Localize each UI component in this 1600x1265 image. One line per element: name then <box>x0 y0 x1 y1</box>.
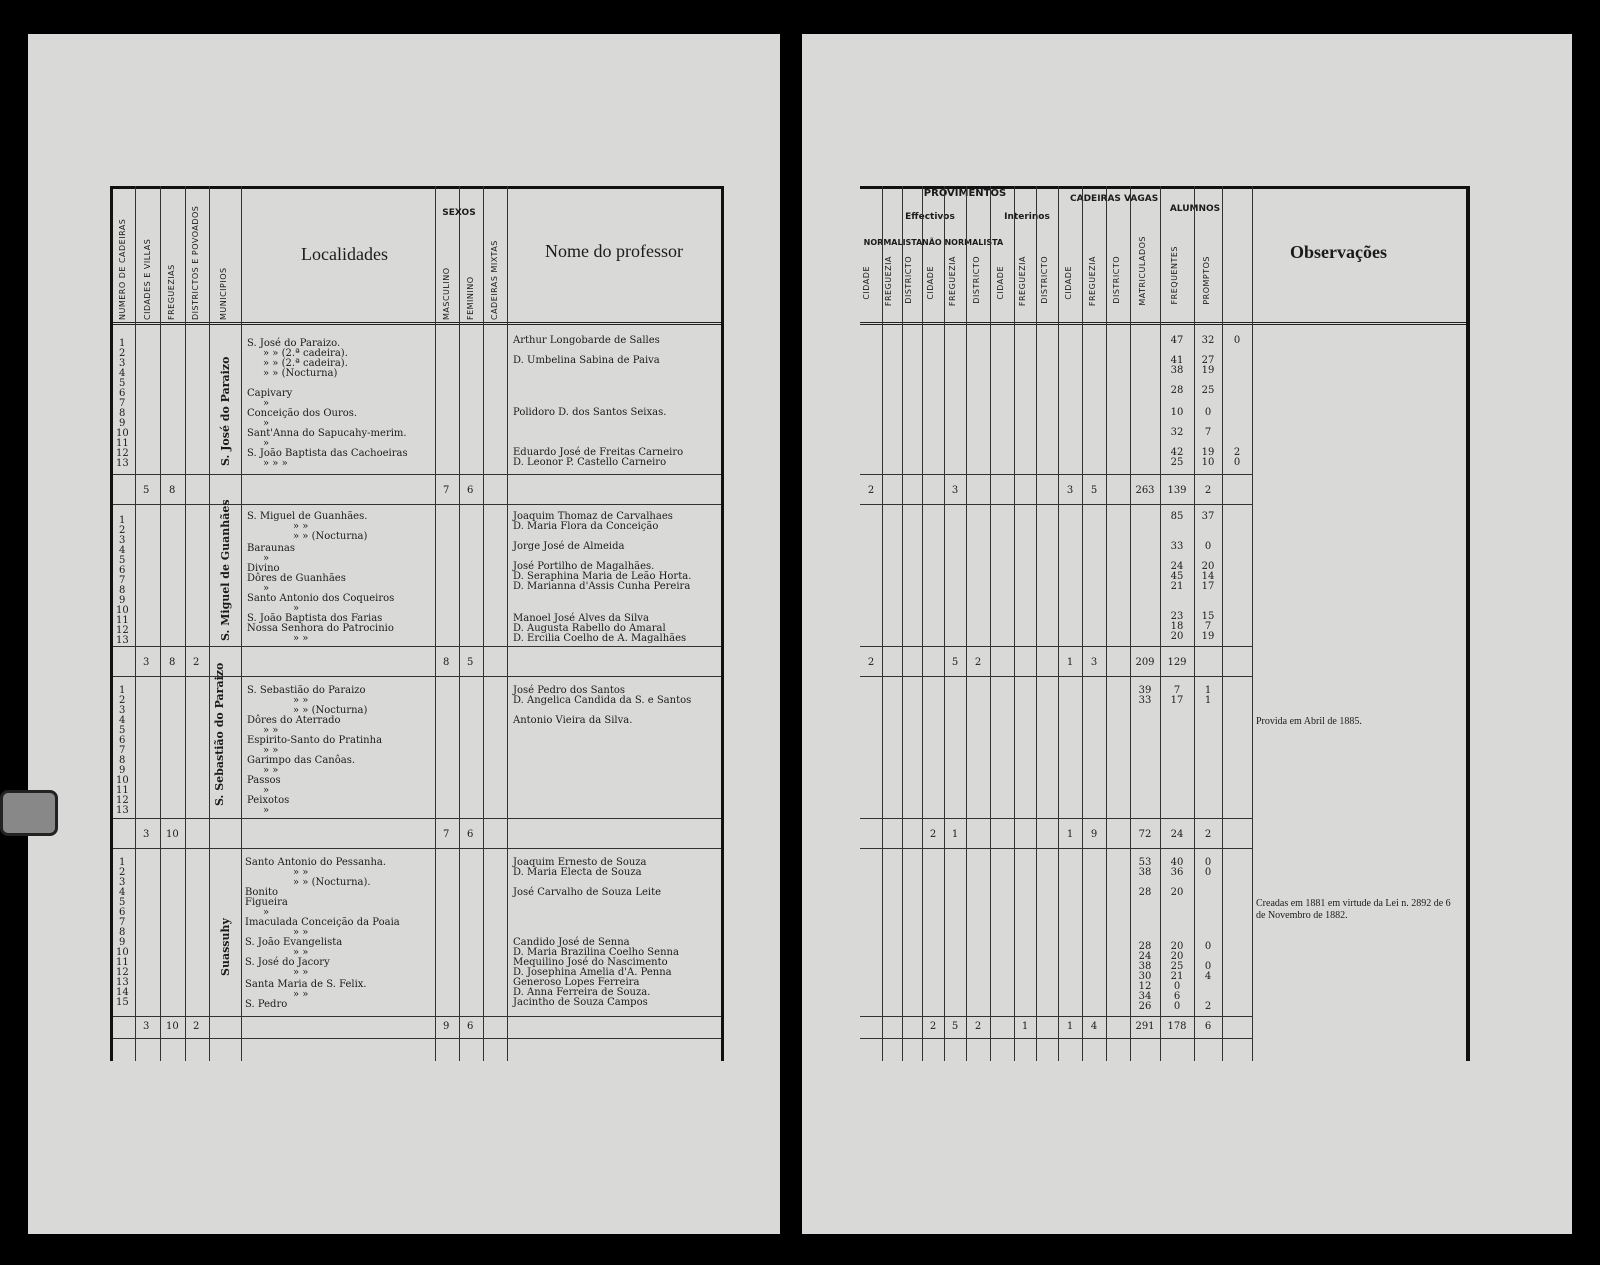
list-item: » » <box>293 633 309 644</box>
table-cell: 10 <box>166 1021 179 1032</box>
table-cell: CIDADE <box>996 266 1005 300</box>
municipio-label: Suassuhy <box>219 918 232 976</box>
table-cell: 27 <box>1201 355 1215 366</box>
table-cell: 1 <box>1066 657 1074 668</box>
table-cell: 7 <box>443 485 450 496</box>
header-masculino: MASCULINO <box>442 267 451 320</box>
municipio-label: S. Sebastião do Paraizo <box>213 662 226 806</box>
table-cell: 5 <box>143 485 150 496</box>
table-cell: 14 <box>1201 571 1215 582</box>
table-cell: 18 <box>1170 621 1184 632</box>
table-cell: 7 <box>119 917 126 928</box>
list-item: » » (2.ª cadeira). <box>263 348 348 359</box>
table-cell: 36 <box>1170 867 1184 878</box>
table-cell: 12 <box>116 795 129 806</box>
table-cell: 21 <box>1170 971 1184 982</box>
list-item: » » (Nocturna). <box>293 877 371 888</box>
list-item: » <box>263 438 270 449</box>
table-cell: 7 <box>119 398 126 409</box>
table-cell: 20 <box>1170 887 1184 898</box>
table-cell: 28 <box>1170 385 1184 396</box>
table-cell: 2 <box>867 485 875 496</box>
table-cell: 0 <box>1204 541 1212 552</box>
table-cell: 0 <box>1204 857 1212 868</box>
list-item: D. Maria Flora da Conceição <box>513 521 659 532</box>
header-alumnos: ALUMNOS <box>1169 204 1221 214</box>
table-cell: 12 <box>1138 981 1152 992</box>
header-freguezias: FREGUEZIAS <box>167 264 176 320</box>
table-cell: 2 <box>929 1021 937 1032</box>
list-item: Candido José de Senna <box>513 937 630 948</box>
list-item: Manoel José Alves da Silva <box>513 613 649 624</box>
table-cell: 0 <box>1204 941 1212 952</box>
table-cell: 2 <box>1204 485 1212 496</box>
table-cell: 38 <box>1138 867 1152 878</box>
table-cell: 291 <box>1135 1021 1155 1032</box>
list-item: » <box>263 418 270 429</box>
table-cell: 17 <box>1170 695 1184 706</box>
table-cell: 12 <box>116 448 129 459</box>
table-cell: 15 <box>116 997 129 1008</box>
right-table <box>860 186 1470 1061</box>
table-cell: 23 <box>1170 611 1184 622</box>
table-cell: 1 <box>1204 695 1212 706</box>
table-cell: 2 <box>1204 829 1212 840</box>
table-cell: 4 <box>119 887 126 898</box>
table-cell: 1 <box>119 338 126 349</box>
header-effectivos: Effectivos <box>905 212 955 222</box>
list-item: » <box>263 805 270 816</box>
table-cell: 3 <box>143 657 150 668</box>
table-cell: 2 <box>974 1021 982 1032</box>
table-cell: 6 <box>467 485 474 496</box>
table-cell: 3 <box>119 705 126 716</box>
list-item: Nossa Senhora do Patrocinio <box>247 623 394 634</box>
list-item: S. José do Jacory <box>245 957 330 968</box>
table-cell: CIDADE <box>862 266 871 300</box>
table-cell: 14 <box>116 987 129 998</box>
table-cell: 3 <box>143 829 150 840</box>
table-cell: 20 <box>1170 951 1184 962</box>
table-cell: 72 <box>1138 829 1152 840</box>
observacao-note: Creadas em 1881 em virtude da Lei n. 2892 de 6 de Novembro de 1882. <box>1256 898 1451 921</box>
table-cell: 5 <box>467 657 474 668</box>
table-cell: 20 <box>1201 561 1215 572</box>
table-cell: 1 <box>1066 829 1074 840</box>
list-item: » » (Nocturna) <box>293 531 368 542</box>
list-item: Jacintho de Souza Campos <box>513 997 648 1008</box>
table-cell: 40 <box>1170 857 1184 868</box>
table-cell: 0 <box>1173 981 1181 992</box>
table-cell: FREQUENTES <box>1170 246 1179 305</box>
table-cell: 2 <box>193 657 200 668</box>
table-cell: CIDADE <box>1064 266 1073 300</box>
table-cell: 3 <box>119 358 126 369</box>
table-cell: 20 <box>1170 941 1184 952</box>
table-cell: 0 <box>1204 961 1212 972</box>
table-cell: 6 <box>1173 991 1181 1002</box>
list-item: » » » <box>263 458 288 469</box>
table-cell: 41 <box>1170 355 1184 366</box>
table-cell: 24 <box>1170 829 1184 840</box>
header-nao-normalista: NÃO NORMALISTA <box>922 238 1004 247</box>
list-item: Joaquim Thomaz de Carvalhaes <box>513 511 673 522</box>
table-cell: 139 <box>1167 485 1187 496</box>
table-cell: 178 <box>1167 1021 1187 1032</box>
table-cell: 7 <box>119 575 126 586</box>
table-cell: 11 <box>116 615 129 626</box>
table-cell: 38 <box>1170 365 1184 376</box>
table-cell: 19 <box>1201 365 1215 376</box>
table-cell: 3 <box>1090 657 1098 668</box>
table-cell: 5 <box>951 657 959 668</box>
header-cadeiras-vagas: CADEIRAS VAGAS <box>1070 194 1159 204</box>
list-item: » » <box>293 867 309 878</box>
list-item: D. Augusta Rabello do Amaral <box>513 623 666 634</box>
table-cell: 3 <box>951 485 959 496</box>
list-item: » » <box>263 725 279 736</box>
list-item: Generoso Lopes Ferreira <box>513 977 640 988</box>
list-item: » <box>263 785 270 796</box>
table-cell: 42 <box>1170 447 1184 458</box>
header-nome-professor: Nome do professor <box>545 241 683 261</box>
table-cell: FREGUEZIA <box>1018 256 1027 307</box>
list-item: Conceição dos Ouros. <box>247 408 358 419</box>
list-item: José Pedro dos Santos <box>513 685 625 696</box>
list-item: D. Marianna d'Assis Cunha Pereira <box>513 581 691 592</box>
list-item: » » <box>293 989 309 1000</box>
list-item: D. Maria Brazilina Coelho Senna <box>513 947 679 958</box>
table-cell: 1 <box>1204 685 1212 696</box>
table-cell: 10 <box>1201 457 1215 468</box>
table-cell: 15 <box>1201 611 1215 622</box>
table-cell: 8 <box>119 755 126 766</box>
table-cell: 2 <box>1233 447 1241 458</box>
list-item: Dôres de Guanhães <box>247 573 346 584</box>
table-cell: 3 <box>119 877 126 888</box>
list-item: » » <box>263 765 279 776</box>
table-cell: 0 <box>1204 407 1212 418</box>
table-cell: 0 <box>1233 335 1241 346</box>
table-cell: 32 <box>1170 427 1184 438</box>
table-cell: 13 <box>116 977 129 988</box>
table-cell: 45 <box>1170 571 1184 582</box>
header-localidades: Localidades <box>301 244 388 264</box>
list-item: » » (Nocturna) <box>263 368 338 379</box>
table-cell: 34 <box>1138 991 1152 1002</box>
table-cell: 28 <box>1138 887 1152 898</box>
header-numero-cadeiras: NUMERO DE CADEIRAS <box>118 218 127 320</box>
municipio-label: S. Miguel de Guanhães <box>219 499 232 641</box>
list-item: S. João Baptista dos Farias <box>247 613 383 624</box>
table-cell: FREGUEZIA <box>1088 256 1097 307</box>
list-item: Bonito <box>245 887 279 898</box>
table-cell: 53 <box>1138 857 1152 868</box>
table-cell: FREGUEZIA <box>884 256 893 307</box>
table-cell: 6 <box>1204 1021 1212 1032</box>
table-cell: 25 <box>1170 961 1184 972</box>
table-cell: 2 <box>119 695 126 706</box>
table-cell: 8 <box>169 657 176 668</box>
table-cell: 8 <box>119 585 126 596</box>
list-item: D. Maria Electa de Souza <box>513 867 642 878</box>
header-interinos: Interinos <box>1004 212 1050 222</box>
table-cell: 7 <box>1204 621 1212 632</box>
table-cell: DISTRICTO <box>1112 256 1121 304</box>
table-cell: 32 <box>1201 335 1215 346</box>
list-item: » » <box>293 521 309 532</box>
header-municipios: MUNICIPIOS <box>219 267 228 320</box>
table-cell: 1 <box>1066 1021 1074 1032</box>
table-cell: 12 <box>116 625 129 636</box>
table-cell: 24 <box>1170 561 1184 572</box>
table-cell: 9 <box>119 937 126 948</box>
table-cell: 2 <box>1204 1001 1212 1012</box>
table-cell: 3 <box>143 1021 150 1032</box>
list-item: Figueira <box>245 897 288 908</box>
table-cell: 2 <box>929 829 937 840</box>
table-cell: 0 <box>1204 867 1212 878</box>
table-cell: 8 <box>443 657 450 668</box>
header-cadeiras-mixtas: CADEIRAS MIXTAS <box>490 240 499 320</box>
table-cell: 4 <box>119 545 126 556</box>
table-cell: 5 <box>1090 485 1098 496</box>
table-cell: 6 <box>119 565 126 576</box>
list-item: S. João Evangelista <box>245 937 343 948</box>
table-cell: 2 <box>974 657 982 668</box>
table-cell: DISTRICTO <box>972 256 981 304</box>
list-item: » » <box>293 927 309 938</box>
list-item: Passos <box>247 775 281 786</box>
table-cell: 7 <box>1173 685 1181 696</box>
list-item: » » (2.ª cadeira). <box>263 358 348 369</box>
table-cell: 33 <box>1170 541 1184 552</box>
table-cell: 33 <box>1138 695 1152 706</box>
list-item: Arthur Longobarde de Salles <box>513 335 660 346</box>
list-item: » <box>293 603 300 614</box>
header-cidades-villas: CIDADES E VILLAS <box>143 238 152 320</box>
list-item: Espirito-Santo do Pratinha <box>247 735 383 746</box>
table-cell: 25 <box>1170 457 1184 468</box>
list-item: » » <box>293 947 309 958</box>
list-item: Peixotos <box>247 795 290 806</box>
table-cell: 38 <box>1138 961 1152 972</box>
table-cell: 10 <box>166 829 179 840</box>
table-cell: 85 <box>1170 511 1184 522</box>
table-cell: 4 <box>1090 1021 1098 1032</box>
list-item: D. Ercilia Coelho de A. Magalhães <box>513 633 687 644</box>
header-districtos: DISTRICTOS E POVOADOS <box>191 205 200 320</box>
table-cell: 19 <box>1201 447 1215 458</box>
header-feminino: FEMININO <box>466 276 475 320</box>
table-cell: 24 <box>1138 951 1152 962</box>
table-cell: 20 <box>1170 631 1184 642</box>
table-cell: 10 <box>116 605 129 616</box>
table-cell: 7 <box>443 829 450 840</box>
list-item: » » <box>293 695 309 706</box>
list-item: Antonio Vieira da Silva. <box>513 715 633 726</box>
header-normalista: NORMALISTA <box>863 238 923 247</box>
list-item: Capivary <box>247 388 293 399</box>
table-cell: 5 <box>119 378 126 389</box>
list-item: » <box>263 907 270 918</box>
list-item: Joaquim Ernesto de Souza <box>513 857 647 868</box>
table-cell: 2 <box>119 348 126 359</box>
table-cell: 10 <box>116 428 129 439</box>
table-cell: 30 <box>1138 971 1152 982</box>
table-cell: 6 <box>467 829 474 840</box>
header-observacoes: Observações <box>1290 242 1387 262</box>
table-cell: 11 <box>116 785 129 796</box>
table-cell: 5 <box>119 725 126 736</box>
list-item: D. Leonor P. Castello Carneiro <box>513 457 667 468</box>
table-cell: 2 <box>119 867 126 878</box>
table-cell: 263 <box>1135 485 1155 496</box>
table-cell: 25 <box>1201 385 1215 396</box>
table-cell: 6 <box>119 907 126 918</box>
municipio-label: S. José do Paraizo <box>219 356 232 466</box>
table-cell: 209 <box>1135 657 1155 668</box>
list-item: Santo Antonio dos Coqueiros <box>247 593 395 604</box>
table-cell: 4 <box>119 715 126 726</box>
table-cell: 9 <box>119 595 126 606</box>
table-cell: 10 <box>116 775 129 786</box>
table-cell: 26 <box>1138 1001 1152 1012</box>
table-cell: 28 <box>1138 941 1152 952</box>
table-cell: 3 <box>119 535 126 546</box>
table-cell: PROMPTOS <box>1202 256 1211 305</box>
list-item: S. João Baptista das Cachoeiras <box>247 448 408 459</box>
table-cell: 5 <box>119 897 126 908</box>
table-cell: 21 <box>1170 581 1184 592</box>
table-cell: 12 <box>116 967 129 978</box>
table-cell: 6 <box>119 388 126 399</box>
list-item: Dôres do Aterrado <box>247 715 341 726</box>
list-item: D. Seraphina Maria de Leão Horta. <box>513 571 692 582</box>
list-item: Polidoro D. dos Santos Seixas. <box>513 407 667 418</box>
table-cell: 9 <box>1090 829 1098 840</box>
observacao-note: Provida em Abril de 1885. <box>1256 716 1362 727</box>
list-item: Santa Maria de S. Felix. <box>245 979 367 990</box>
header-provimentos: PROVIMENTOS <box>923 188 1007 199</box>
list-item: José Portilho de Magalhães. <box>513 561 655 572</box>
list-item: » <box>263 553 270 564</box>
table-cell: 3 <box>1066 485 1074 496</box>
table-cell: 47 <box>1170 335 1184 346</box>
table-cell: FREGUEZIA <box>948 256 957 307</box>
table-cell: 6 <box>119 735 126 746</box>
table-cell: 1 <box>119 857 126 868</box>
table-cell: 1 <box>119 515 126 526</box>
list-item: S. Miguel de Guanhães. <box>247 511 368 522</box>
list-item: Divino <box>247 563 280 574</box>
list-item: Mequilino José do Nascimento <box>513 957 668 968</box>
table-cell: 13 <box>116 805 129 816</box>
table-cell: 8 <box>119 927 126 938</box>
list-item: Jorge José de Almeida <box>513 541 625 552</box>
table-cell: 13 <box>116 458 129 469</box>
table-cell: 2 <box>119 525 126 536</box>
table-cell: MATRICULADOS <box>1138 236 1147 306</box>
table-cell: 0 <box>1233 457 1241 468</box>
table-cell: 7 <box>1204 427 1212 438</box>
table-cell: 0 <box>1173 1001 1181 1012</box>
table-cell: DISTRICTO <box>1040 256 1049 304</box>
table-cell: 10 <box>116 947 129 958</box>
list-item: José Carvalho de Souza Leite <box>513 887 662 898</box>
table-cell: 8 <box>119 408 126 419</box>
table-cell: 7 <box>119 745 126 756</box>
list-item: Garimpo das Canôas. <box>247 755 356 766</box>
table-cell: 4 <box>119 368 126 379</box>
header-sexos: SEXOS <box>442 208 476 218</box>
list-item: S. Sebastião do Paraizo <box>247 685 366 696</box>
list-item: Imaculada Conceição da Poaia <box>245 917 400 928</box>
table-cell: 2 <box>193 1021 200 1032</box>
table-cell: 9 <box>119 765 126 776</box>
list-item: S. José do Paraizo. <box>247 338 341 349</box>
list-item: » » (Nocturna) <box>293 705 368 716</box>
table-cell: 13 <box>116 635 129 646</box>
table-cell: 9 <box>443 1021 450 1032</box>
table-cell: 4 <box>1204 971 1212 982</box>
table-cell: DISTRICTO <box>904 256 913 304</box>
list-item: Eduardo José de Freitas Carneiro <box>513 447 684 458</box>
table-cell: 5 <box>119 555 126 566</box>
table-cell: 8 <box>169 485 176 496</box>
list-item: Sant'Anna do Sapucahy-merim. <box>247 428 407 439</box>
list-item: » <box>263 398 270 409</box>
table-cell: 1 <box>119 685 126 696</box>
table-cell: 1 <box>951 829 959 840</box>
binder-clip <box>0 790 58 836</box>
table-cell: 17 <box>1201 581 1215 592</box>
left-table <box>110 186 724 1061</box>
table-cell: 19 <box>1201 631 1215 642</box>
table-cell: 10 <box>1170 407 1184 418</box>
table-cell: 6 <box>467 1021 474 1032</box>
table-cell: 39 <box>1138 685 1152 696</box>
list-item: D. Angelica Candida da S. e Santos <box>513 695 692 706</box>
table-cell: 1 <box>1021 1021 1029 1032</box>
list-item: D. Josephina Amelia d'A. Penna <box>513 967 672 978</box>
list-item: Santo Antonio do Pessanha. <box>245 857 387 868</box>
table-cell: 9 <box>119 418 126 429</box>
table-cell: 129 <box>1167 657 1187 668</box>
list-item: Baraunas <box>247 543 296 554</box>
table-cell: 11 <box>116 957 129 968</box>
table-cell: 11 <box>116 438 129 449</box>
list-item: » <box>263 583 270 594</box>
list-item: » » <box>293 967 309 978</box>
table-cell: 2 <box>867 657 875 668</box>
list-item: D. Umbelina Sabina de Paiva <box>513 355 660 366</box>
table-cell: 37 <box>1201 511 1215 522</box>
table-cell: CIDADE <box>926 266 935 300</box>
list-item: » » <box>263 745 279 756</box>
table-cell: 5 <box>951 1021 959 1032</box>
list-item: S. Pedro <box>245 999 288 1010</box>
list-item: D. Anna Ferreira de Souza. <box>513 987 651 998</box>
